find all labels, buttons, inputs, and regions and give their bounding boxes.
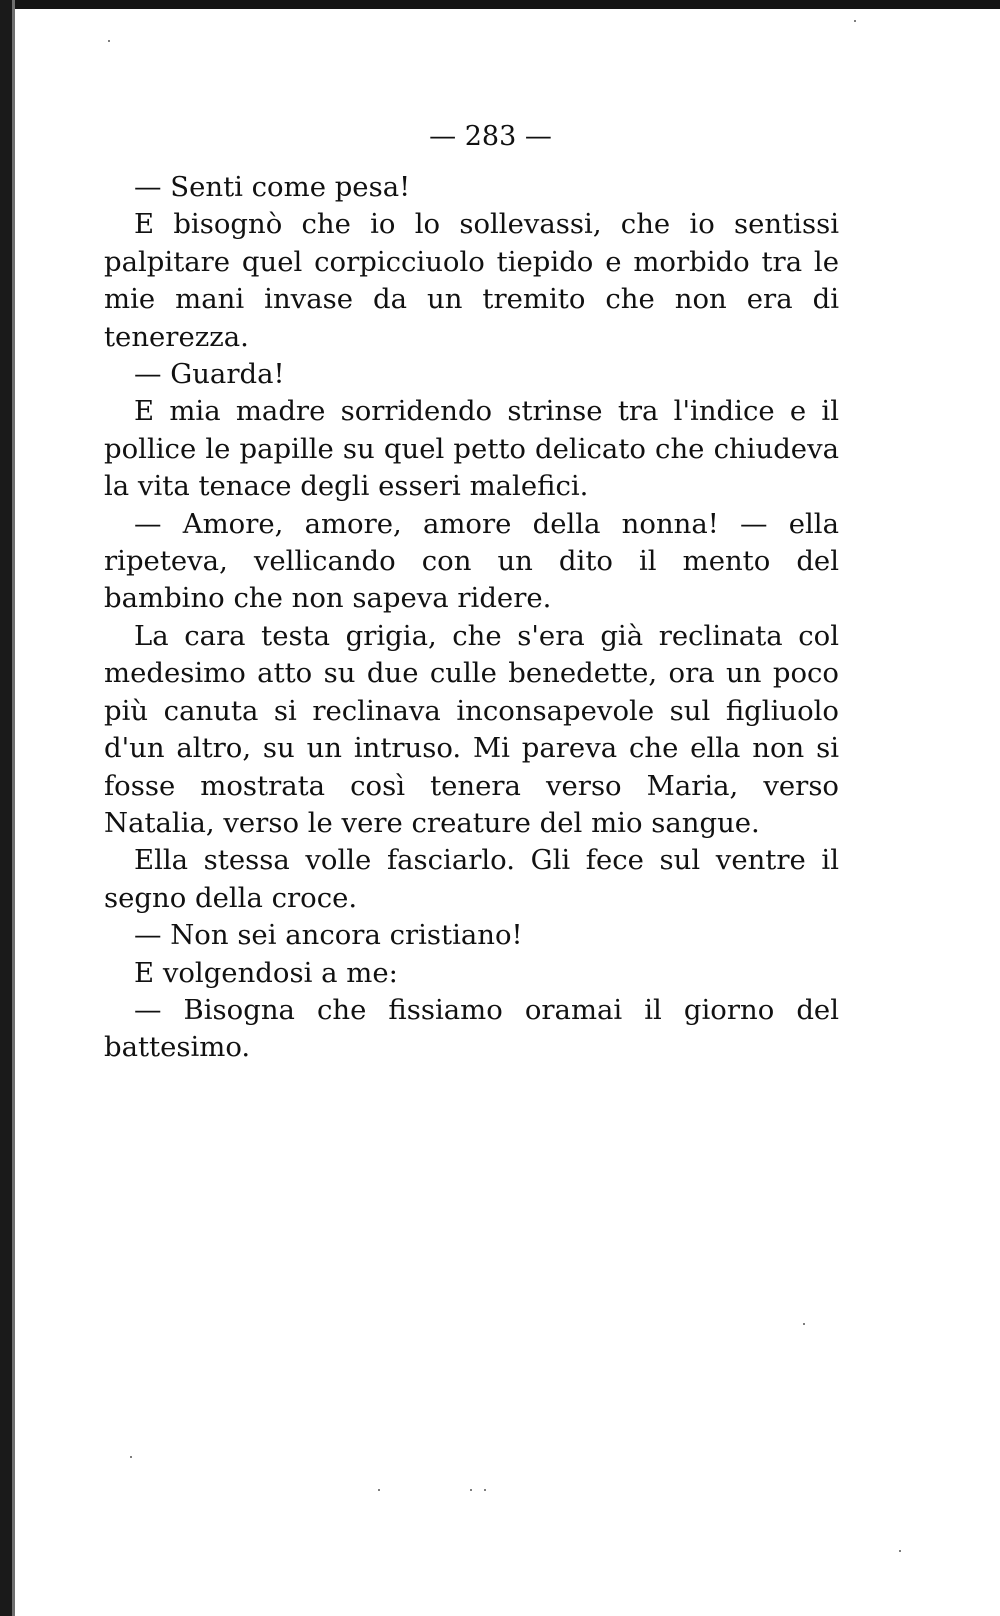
paragraph: E volgendosi a me: — [134, 956, 398, 989]
scan-speck — [854, 20, 856, 22]
paragraph: Ella stessa volle fasciarlo. Gli fece sul ventre il segno della croce. — [104, 844, 839, 914]
page-text — [104, 118, 839, 1067]
paragraph: E mia madre sorridendo strinse tra l'indice e il pollice le papille su quel petto delicato che chiudeva la vita tenace degli esseri malefici. — [104, 395, 839, 503]
scan-edge-left — [0, 0, 12, 1616]
scan-speck — [108, 40, 110, 42]
scan-speck — [484, 1489, 486, 1491]
page-number: — 283 — — [429, 121, 552, 152]
paragraph: — Bisogna che fissiamo oramai il giorno del battesimo. — [104, 993, 839, 1064]
paragraph: — Amore, amore, amore della nonna! — ella ripeteva, vellicando con un dito il mento del bambino che non sapeva ridere. — [104, 507, 839, 615]
paragraph: La cara testa grigia, che s'era già reclinata col medesimo atto su due culle benedette, ora un poco più canuta si reclinava inconsapevole sul figliuolo d'un altro, su un intruso. Mi pareva che ella non si fosse mostrata così tenera verso Maria, verso Natalia, verso le vere creature del mio sangue. — [104, 619, 839, 839]
paragraph: E bisognò che io lo sollevassi, che io sentissi palpitare quel corpicciuolo tiepido e morbido tra le mie mani invase da un tremito che non era di tenerezza. — [104, 208, 839, 353]
scan-speck — [899, 1550, 901, 1552]
scan-speck — [378, 1489, 380, 1491]
scan-speck — [470, 1489, 472, 1491]
paragraph: — Senti come pesa! — [134, 171, 411, 203]
paragraph: — Non sei ancora cristiano! — [134, 919, 523, 952]
scan-edge-left-shadow — [12, 0, 15, 1616]
scan-speck — [130, 1456, 132, 1458]
scan-speck — [803, 1323, 805, 1325]
scan-edge-top — [0, 0, 1000, 9]
paragraph: — Guarda! — [134, 358, 285, 391]
